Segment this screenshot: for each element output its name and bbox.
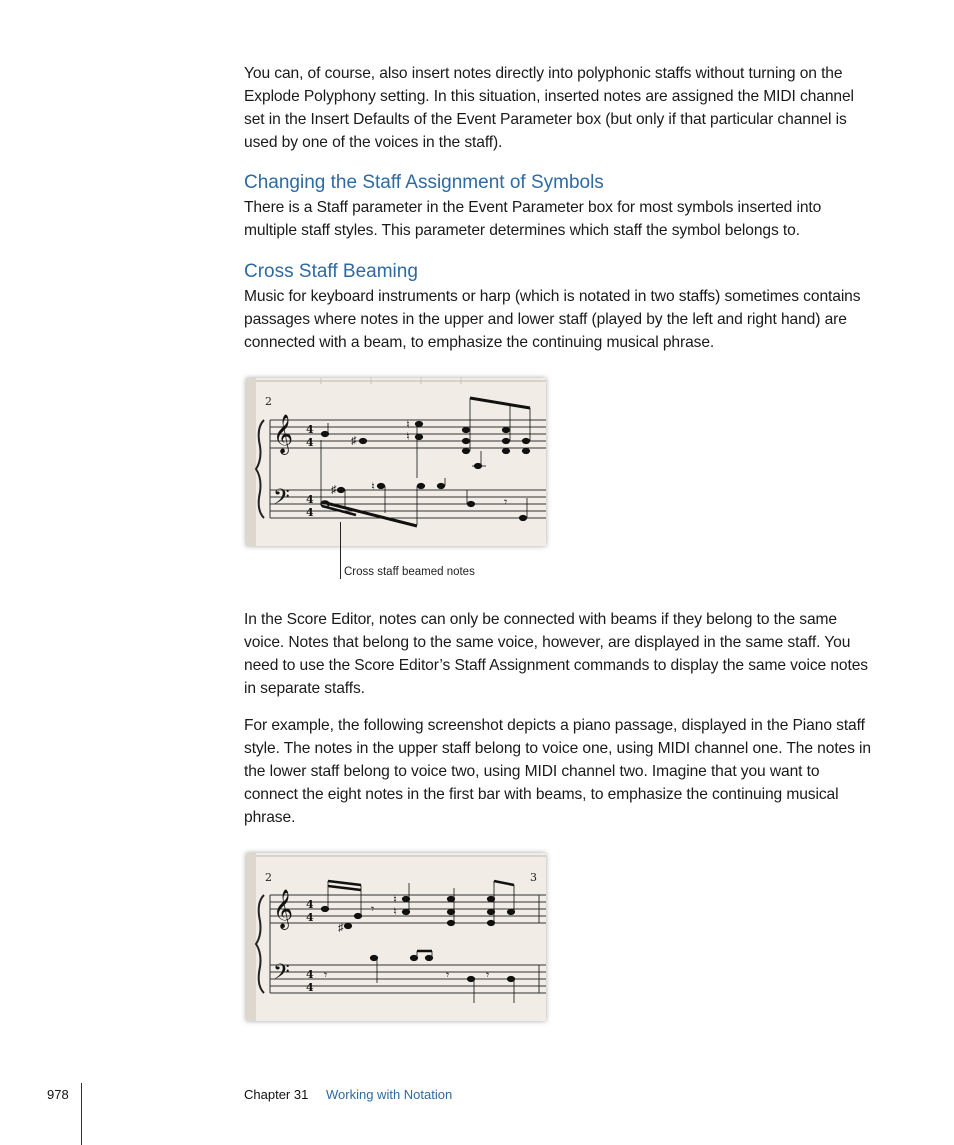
svg-text:♮: ♮: [393, 906, 397, 918]
page-number: 978: [47, 1087, 69, 1102]
callout-line: [340, 522, 341, 579]
body-paragraph: For example, the following screenshot depicts a piano passage, displayed in the Piano staff style. The notes in the upper staff belong to voice one, using MIDI channel one. The notes in the lower staff belong to voice two, using MIDI channel two. Imagine that you want to connect the eight notes in the first bar with beams, to emphasize the continuing musical phrase.: [244, 717, 871, 826]
svg-text:♯: ♯: [351, 435, 357, 447]
treble-clef-icon: 𝄞: [273, 414, 294, 454]
footer-chapter-title: Working with Notation: [326, 1087, 453, 1102]
svg-text:4: 4: [306, 968, 314, 981]
svg-text:𝄾: 𝄾: [446, 968, 450, 982]
section-body: Music for keyboard instruments or harp (which is notated in two staffs) sometimes contains passages where notes in the upper and lower staff (played by the left and right hand) are connected with a beam, to emphasize the continuing musical phrase.: [244, 288, 861, 351]
svg-text:4: 4: [306, 981, 314, 994]
bass-clef-icon: 𝄢: [273, 485, 290, 515]
section-heading: Cross Staff Beaming: [244, 261, 418, 282]
intro-block: [244, 62, 876, 154]
svg-text:♮: ♮: [393, 894, 397, 906]
svg-text:♮: ♮: [406, 419, 410, 431]
svg-text:4: 4: [306, 423, 314, 436]
paragraph-block: [244, 608, 876, 700]
svg-text:4: 4: [306, 911, 314, 924]
svg-text:♮: ♮: [371, 481, 375, 493]
svg-text:𝄾: 𝄾: [486, 968, 490, 982]
svg-text:4: 4: [306, 898, 314, 911]
score-image: [246, 378, 546, 546]
bar-number: 2: [265, 395, 272, 408]
score-image: [246, 853, 546, 1021]
paragraph-block: [244, 714, 876, 829]
svg-text:♯: ♯: [338, 922, 344, 934]
section-cross-staff-beaming: [244, 260, 876, 354]
intro-paragraph: You can, of course, also insert notes directly into polyphonic staffs without turning on the Explode Polyphony setting. In this situation, inserted notes are assigned the MIDI channel set in the Insert Defaults of the Event Parameter box (but only if that particular channel is used by one of the voices in the staff).: [244, 65, 854, 151]
body-paragraph: In the Score Editor, notes can only be connected with beams if they belong to the same voice. Notes that belong to the same voice, however, are displayed in the same staff. You need to use the Score Editor’s Staff Assignment commands to display the same voice notes in separate staffs.: [244, 611, 868, 697]
score-figure-cross-staff: [246, 378, 546, 546]
footer-chapter: Chapter 31: [244, 1087, 309, 1102]
svg-text:♮: ♮: [406, 431, 410, 443]
section-heading: Changing the Staff Assignment of Symbols: [244, 172, 604, 193]
score-figure-piano-passage: [246, 853, 546, 1021]
svg-text:4: 4: [306, 436, 314, 449]
svg-text:𝄾: 𝄾: [504, 495, 508, 509]
section-staff-assignment: [244, 171, 876, 242]
section-body: There is a Staff parameter in the Event Parameter box for most symbols inserted into multiple staff styles. This parameter determines which staff the symbol belongs to.: [244, 199, 822, 239]
svg-text:𝄾: 𝄾: [371, 902, 375, 916]
svg-text:♯: ♯: [331, 484, 337, 496]
bar-number-next: 3: [530, 871, 537, 884]
svg-text:4: 4: [306, 493, 314, 506]
callout-label: Cross staff beamed notes: [344, 566, 475, 578]
bass-clef-icon: 𝄢: [273, 960, 290, 990]
svg-text:𝄾: 𝄾: [324, 968, 328, 982]
svg-text:4: 4: [306, 506, 314, 519]
treble-clef-icon: 𝄞: [273, 889, 294, 929]
footer-divider: [81, 1083, 82, 1145]
bar-number: 2: [265, 871, 272, 884]
